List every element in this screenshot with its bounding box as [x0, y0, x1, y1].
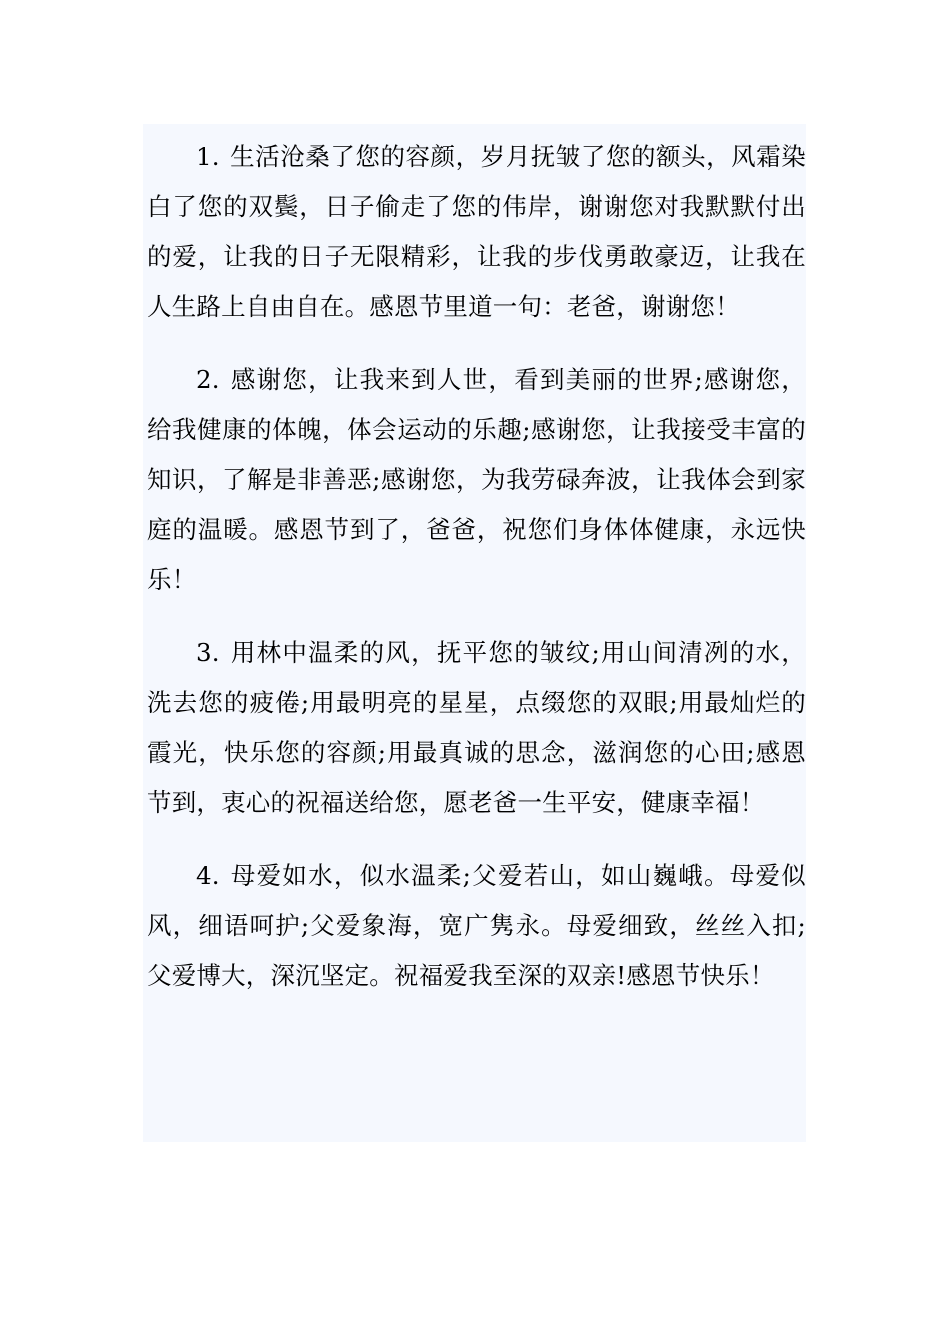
document-text-block	[143, 124, 806, 1142]
paragraph-2	[147, 355, 806, 605]
paragraph-number: 2.	[196, 365, 220, 394]
paragraph-4	[147, 851, 806, 1001]
paragraph-number: 1.	[196, 142, 220, 171]
paragraph-number: 3.	[196, 638, 220, 667]
paragraph-text: 用林中温柔的风，抚平您的皱纹;用山间清冽的水，洗去您的疲倦;用最明亮的星星，点缀您的双眼;用最灿烂的霞光，快乐您的容颜;用最真诚的思念，滋润您的心田;感恩节到，衷心的祝福送给您，愿老爸一生平安，健康幸福！	[147, 638, 806, 817]
paragraph-text: 生活沧桑了您的容颜，岁月抚皱了您的额头，风霜染白了您的双鬓，日子偷走了您的伟岸，谢谢您对我默默付出的爱，让我的日子无限精彩，让我的步伐勇敢豪迈，让我在人生路上自由自在。感恩节里道一句：老爸，谢谢您！	[147, 142, 806, 321]
paragraph-text: 母爱如水，似水温柔;父爱若山，如山巍峨。母爱似风，细语呵护;父爱象海，宽广隽永。母爱细致，丝丝入扣;父爱博大，深沉坚定。祝福爱我至深的双亲!感恩节快乐！	[147, 861, 806, 990]
paragraph-3	[147, 628, 806, 828]
paragraph-number: 4.	[196, 861, 220, 890]
paragraph-1	[147, 132, 806, 332]
paragraph-text: 感谢您，让我来到人世，看到美丽的世界;感谢您，给我健康的体魄，体会运动的乐趣;感谢您，让我接受丰富的知识，了解是非善恶;感谢您，为我劳碌奔波，让我体会到家庭的温暖。感恩节到了，爸爸，祝您们身体体健康，永远快乐！	[147, 365, 806, 594]
